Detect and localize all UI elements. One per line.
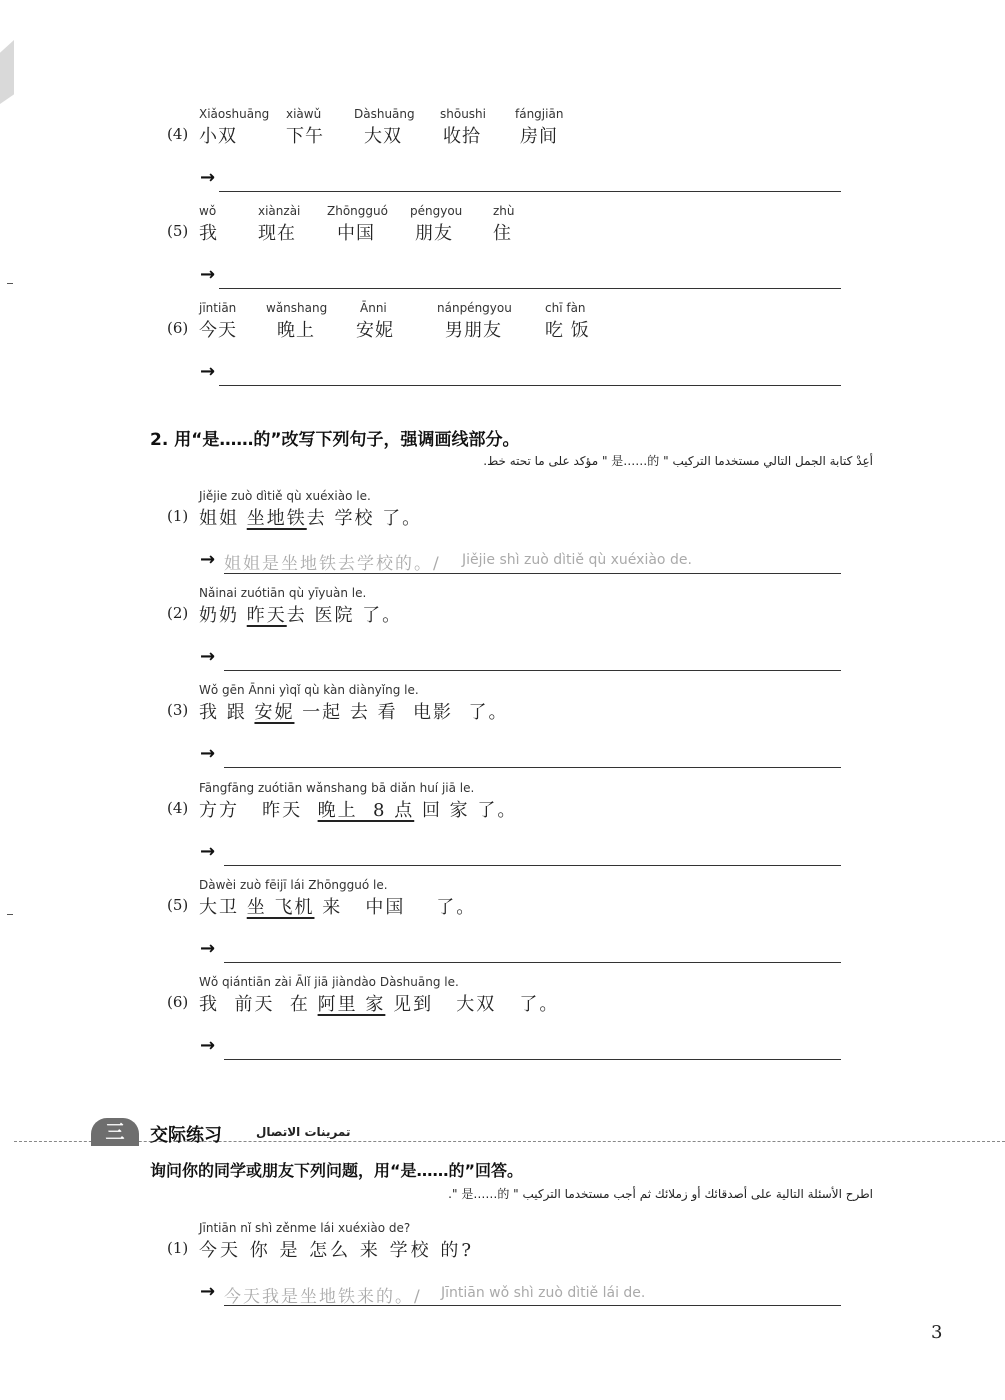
underlined-part: 坐地铁 [246,508,307,529]
sentence-part: 去 医院 了。 [286,605,403,626]
arrow: → [200,938,216,959]
item-number: (4) [167,799,189,817]
sentence-part: 去 学校 了。 [306,508,423,529]
hanzi-word: 下午 [286,126,324,147]
exercise-3-arabic-instruction: اطرح الأسئلة التالية على أصدقائك أو زملائك ثم أجب مستخدما التركيب " 是……的 ". [448,1187,873,1201]
hanzi-word: 吃 饭 [545,320,590,341]
page-edge-tab [0,40,14,104]
arrow: → [200,841,216,862]
page-number: 3 [931,1322,943,1343]
sentence-part: 我 前天 在 [199,994,318,1015]
answer-line[interactable] [224,573,841,574]
pinyin-word: wǒ [199,204,217,218]
answer-line[interactable] [219,385,841,386]
sentence [199,893,476,919]
arrow: → [200,167,216,188]
answer-line[interactable] [224,962,841,963]
margin-tick [7,283,13,284]
exercise-2-arabic-instruction: أعِدْ كتابة الجمل التالي مستخدما التركيب " 是……的 " مؤكد على ما تحته خط. [483,454,873,468]
section-number: 三 [105,1121,125,1143]
hanzi-word: 我 [199,223,218,244]
hanzi-word: 现在 [258,223,296,244]
arrow: → [200,743,216,764]
item-number: (5) [167,222,189,240]
answer-line[interactable] [219,288,841,289]
sentence-part: 回 家 了。 [414,800,518,821]
item-number: (5) [167,896,189,914]
item-number: (3) [167,701,189,719]
margin-tick [7,914,13,915]
answer-line[interactable] [224,1059,841,1060]
underlined-part: 阿里 家 [317,994,386,1015]
underlined-part: 安妮 [254,702,295,723]
sample-answer-pinyin: Jīntiān wǒ shì zuò dìtiě lái de. [441,1285,646,1301]
item-number: (2) [167,604,189,622]
hanzi-word: 男朋友 [445,320,502,341]
sample-answer-pinyin: Jiějie shì zuò dìtiě qù xuéxiào de. [462,552,692,568]
pinyin-word: jīntiān [199,301,237,315]
sentence [199,990,559,1016]
pinyin-word: Zhōngguó [327,204,388,218]
pinyin-word: zhù [493,204,515,218]
pinyin-line: Jīntiān nǐ shì zěnme lái xuéxiào de? [199,1221,411,1235]
pinyin-word: Xiǎoshuāng [199,107,270,121]
sample-answer-hanzi: 姐姐是坐地铁去学校的。/ [224,554,441,574]
arrow: → [200,646,216,667]
sentence [199,601,402,627]
sentence-part: 一起 去 看 电影 了。 [294,702,509,723]
pinyin-word: nánpéngyou [437,301,512,315]
sentence-part: 我 跟 [199,702,255,723]
item-number: (1) [167,507,189,525]
sentence [199,504,422,530]
pinyin-word: xiàwǔ [286,107,322,121]
arrow: → [200,1035,216,1056]
hanzi-word: 朋友 [415,223,453,244]
arrow: → [200,549,216,570]
hanzi-word: 房间 [520,126,558,147]
sentence-part: 见到 大双 了。 [385,994,560,1015]
arrow: → [200,1281,216,1302]
hanzi-word: 住 [493,223,512,244]
item-number: (6) [167,993,189,1011]
answer-line[interactable] [224,670,841,671]
answer-line[interactable] [219,191,841,192]
sentence-part: 来 中国 了。 [314,897,477,918]
hanzi-word: 安妮 [356,320,394,341]
pinyin-word: wǎnshang [266,301,328,315]
item-number: (4) [167,125,189,143]
sentence [199,796,517,822]
pinyin-line: Wǒ qiántiān zài Ālǐ jiā jiàndào Dàshuāng le. [199,975,459,989]
hanzi-word: 今天 [199,320,237,341]
underlined-part: 昨天 [246,605,287,626]
sentence [199,698,509,724]
pinyin-word: Ānni [360,301,387,315]
exercise-3-instruction: 询问你的同学或朋友下列问题，用“是……的”回答。 [150,1161,524,1180]
sentence-part: 大卫 [199,897,247,918]
pinyin-word: shōushi [440,107,486,121]
pinyin-line: Wǒ gēn Ānni yìqǐ qù kàn diànyǐng le. [199,683,419,697]
pinyin-word: fángjiān [515,107,564,121]
section-heading: 交际练习 [150,1125,222,1146]
pinyin-word: Dàshuāng [354,107,415,121]
pinyin-line: Fāngfāng zuótiān wǎnshang bā diǎn huí jiā le. [199,781,475,795]
arrow: → [200,264,216,285]
underlined-part: 晚上 8 点 [317,800,415,821]
section-badge [91,1118,139,1146]
sentence-part: 姐姐 [199,508,247,529]
section-heading-arabic: تمرينات الاتصال [256,1125,351,1139]
hanzi-word: 中国 [337,223,375,244]
pinyin-word: xiànzài [258,204,301,218]
pinyin-line: Nǎinai zuótiān qù yīyuàn le. [199,586,367,600]
exercise-2-title: 2. 用“是……的”改写下列句子，强调画线部分。 [150,430,520,450]
sentence-part: 方方 昨天 [199,800,318,821]
hanzi-word: 小双 [199,126,237,147]
pinyin-word: péngyou [410,204,463,218]
pinyin-line: Jiějie zuò dìtiě qù xuéxiào le. [199,489,371,503]
answer-line[interactable] [224,865,841,866]
hanzi-word: 大双 [364,126,402,147]
answer-line[interactable] [224,767,841,768]
sample-answer-hanzi: 今天我是坐地铁来的。/ [224,1287,422,1307]
pinyin-line: Dàwèi zuò fēijī lái Zhōngguó le. [199,878,388,892]
item-number: (6) [167,319,189,337]
hanzi-word: 晚上 [277,320,315,341]
arrow: → [200,361,216,382]
sentence-part: 奶奶 [199,605,247,626]
hanzi-word: 收拾 [443,126,481,147]
underlined-part: 坐 飞机 [246,897,315,918]
item-number: (1) [167,1239,189,1257]
question-sentence: 今天 你 是 怎么 来 学校 的? [199,1240,474,1261]
pinyin-word: chī fàn [545,301,586,315]
answer-line[interactable] [224,1305,841,1306]
